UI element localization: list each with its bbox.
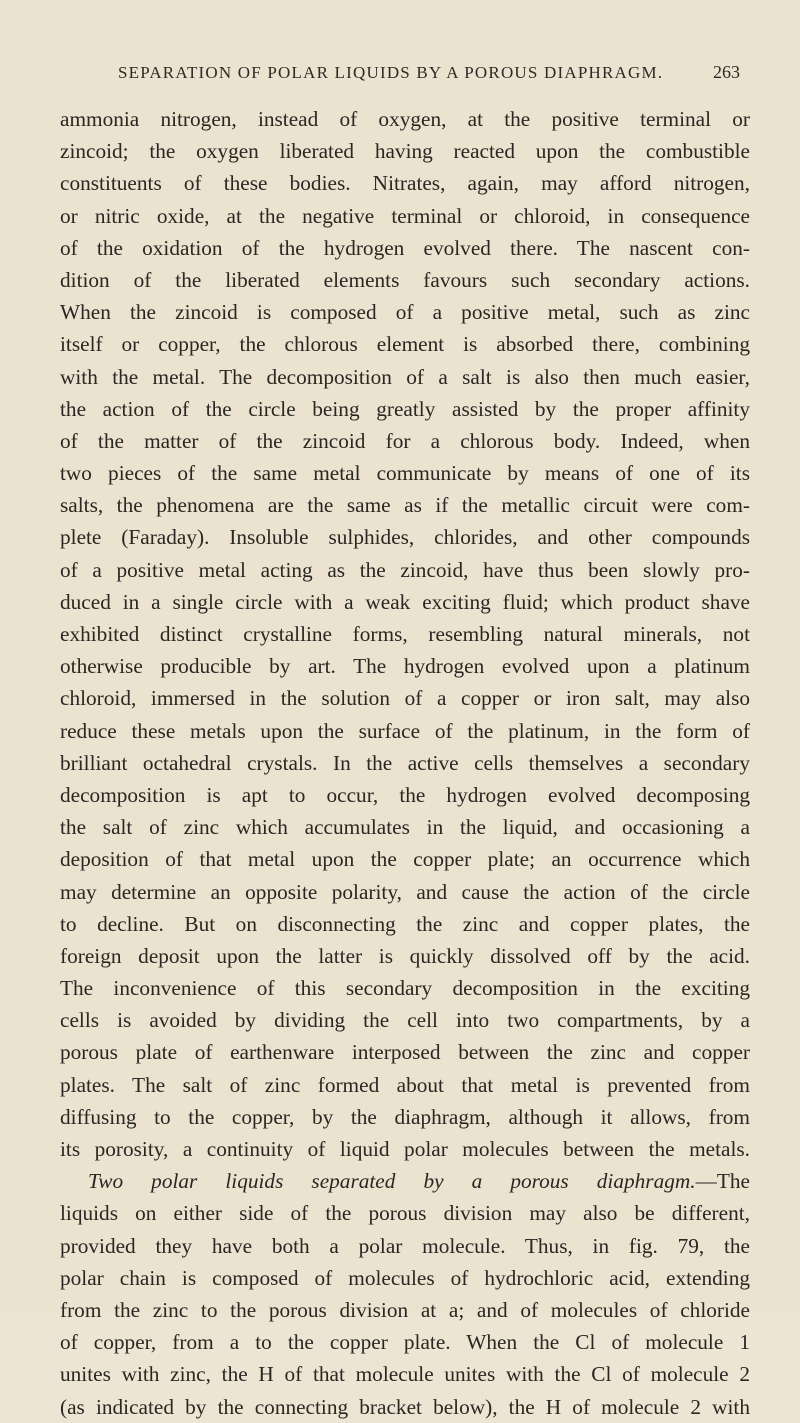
text-line: of the oxidation of the hydrogen evolved there. The nascent con-	[60, 235, 750, 260]
text-line: decomposition is apt to occur, the hydrogen evolved decomposing	[60, 782, 750, 807]
italic-heading: Two polar liquids separated by a porous diaphragm.	[88, 1169, 696, 1194]
text-line: two pieces of the same metal communicate by means of one of its	[60, 461, 750, 486]
page-number: 263	[713, 62, 740, 82]
heading-continuation: —The	[695, 1169, 750, 1194]
text-line: to decline. But on disconnecting the zinc and copper plates, the	[60, 911, 750, 936]
text-line: foreign deposit upon the latter is quickly dissolved off by the acid.	[60, 943, 750, 968]
text-line: unites with zinc, the H of that molecule unites with the Cl of molecule 2	[60, 1362, 750, 1387]
text-line: plates. The salt of zinc formed about that metal is prevented from	[60, 1072, 750, 1097]
text-line: dition of the liberated elements favours such secondary actions.	[60, 267, 750, 292]
text-line: the action of the circle being greatly assisted by the proper affinity	[60, 396, 750, 421]
text-line: porous plate of earthenware interposed between the zinc and copper	[60, 1040, 750, 1065]
text-line: liquids on either side of the porous division may also be different,	[60, 1201, 750, 1226]
text-line: cells is avoided by dividing the cell into two compartments, by a	[60, 1008, 750, 1033]
text-line: polar chain is composed of molecules of hydrochloric acid, extending	[60, 1265, 750, 1290]
text-line: with the metal. The decomposition of a salt is also then much easier,	[60, 364, 750, 389]
text-line: constituents of these bodies. Nitrates, again, may afford nitrogen,	[60, 171, 750, 196]
text-line: plete (Faraday). Insoluble sulphides, chlorides, and other compounds	[60, 525, 750, 550]
text-line: the salt of zinc which accumulates in the liquid, and occasioning a	[60, 815, 750, 840]
text-line: reduce these metals upon the surface of the platinum, in the form of	[60, 718, 750, 743]
text-line: otherwise producible by art. The hydrogen evolved upon a platinum	[60, 654, 750, 679]
text-line: ammonia nitrogen, instead of oxygen, at the positive terminal or	[60, 107, 750, 131]
text-line: salts, the phenomena are the same as if the metallic circuit were com-	[60, 493, 750, 518]
text-line: duced in a single circle with a weak exciting fluid; which product shave	[60, 589, 750, 614]
text-line: (as indicated by the connecting bracket below), the H of molecule 2 with	[60, 1394, 750, 1419]
text-line: deposition of that metal upon the copper plate; an occurrence which	[60, 847, 750, 872]
text-line: its porosity, a continuity of liquid polar molecules between the metals.	[60, 1137, 750, 1161]
section-heading-line	[60, 1165, 750, 1197]
text-line: diffusing to the copper, by the diaphragm, although it allows, from	[60, 1104, 750, 1129]
body-paragraph	[60, 103, 750, 1423]
text-line: or nitric oxide, at the negative terminal or chloroid, in consequence	[60, 203, 750, 228]
text-line: exhibited distinct crystalline forms, resembling natural minerals, not	[60, 622, 750, 646]
running-title: SEPARATION OF POLAR LIQUIDS BY A POROUS DIAPHRAGM.	[118, 63, 664, 82]
text-line: of copper, from a to the copper plate. When the Cl of molecule 1	[60, 1330, 750, 1355]
text-line: The inconvenience of this secondary decomposition in the exciting	[60, 976, 750, 1001]
running-header	[118, 62, 740, 83]
text-line: When the zincoid is composed of a positive metal, such as zinc	[60, 300, 750, 325]
text-line: itself or copper, the chlorous element is absorbed there, combining	[60, 332, 750, 357]
text-line: brilliant octahedral crystals. In the active cells themselves a secondary	[60, 750, 750, 775]
text-line: of the matter of the zincoid for a chlorous body. Indeed, when	[60, 428, 750, 453]
text-line: may determine an opposite polarity, and cause the action of the circle	[60, 879, 750, 904]
text-line: provided they have both a polar molecule. Thus, in fig. 79, the	[60, 1233, 750, 1258]
text-line: chloroid, immersed in the solution of a copper or iron salt, may also	[60, 686, 750, 711]
text-line: from the zinc to the porous division at a; and of molecules of chloride	[60, 1297, 750, 1322]
text-line: of a positive metal acting as the zincoid, have thus been slowly pro-	[60, 557, 750, 582]
text-line: zincoid; the oxygen liberated having reacted upon the combustible	[60, 139, 750, 164]
